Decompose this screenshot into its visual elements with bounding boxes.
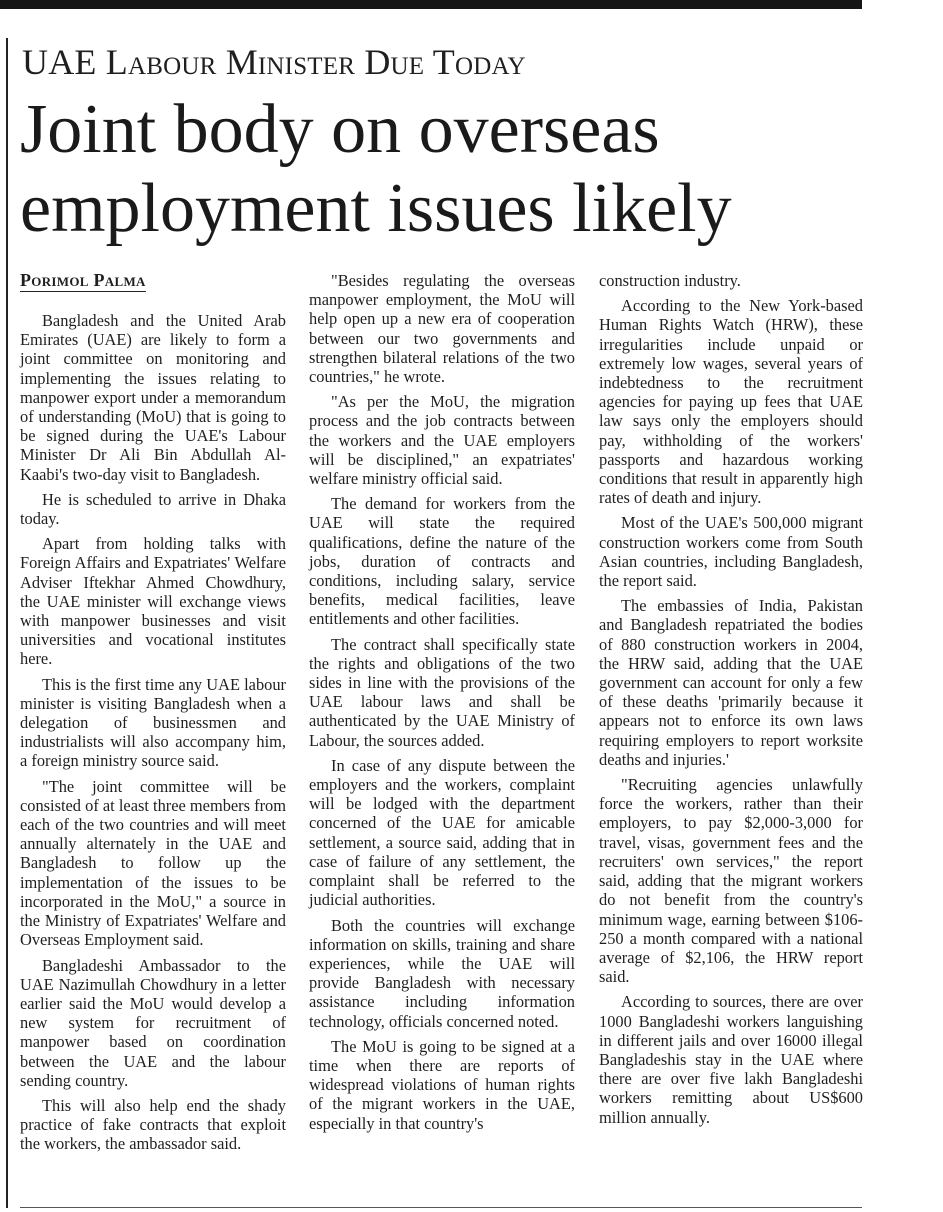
kicker: UAE Labour Minister Due Today bbox=[22, 42, 526, 82]
byline-block bbox=[20, 270, 286, 292]
paragraph: Apart from holding talks with Foreign Affairs and Expatriates' Welfare Adviser Iftekhar Ahmed Chowdhury, the UAE minister will exchange views with manpower businesses and visit universities and vocational institutes here. bbox=[20, 534, 286, 669]
headline: Joint body on overseas employment issues likely bbox=[20, 91, 732, 247]
article-column-1 bbox=[20, 311, 286, 1160]
paragraph: This is the first time any UAE labour minister is visiting Bangladesh when a delegation of businessmen and industrialists will also accompany him, a foreign ministry source said. bbox=[20, 674, 286, 771]
paragraph: He is scheduled to arrive in Dhaka today. bbox=[20, 489, 286, 529]
byline: Porimol Palma bbox=[20, 270, 146, 290]
paragraph: The embassies of India, Pakistan and Bangladesh repatriated the bodies of 880 construction workers in 2004, the HRW said, adding that the UAE government can account for only a few of these deaths 'primarily because it appears not to enforce its own laws requiring employers to report worksite deaths and injuries.' bbox=[599, 596, 863, 769]
paragraph: Both the countries will exchange information on skills, training and share experiences, while the UAE will provide Bangladesh with necessary assistance including information technology, officials concerned noted. bbox=[309, 915, 575, 1031]
paragraph: The demand for workers from the UAE will state the required qualifications, define the nature of the jobs, duration of contracts and conditions, including salary, service benefits, medical facilities, leave entitlements and other facilities. bbox=[309, 494, 575, 629]
paragraph: Bangladeshi Ambassador to the UAE Nazimullah Chowdhury in a letter earlier said the MoU would develop a new system for recruitment of manpower based on coordination between the UAE and the labour sending country. bbox=[20, 955, 286, 1090]
paragraph: "The joint committee will be consisted of at least three members from each of the two countries and will meet annually alternately in the UAE and Bangladesh to follow up the implementation of the issues to be incorporated in the MoU," a source in the Ministry of Expatriates' Welfare and Overseas Employment said. bbox=[20, 776, 286, 950]
paragraph: According to the New York-based Human Rights Watch (HRW), these irregularities include unpaid or extremely low wages, several years of indebtedness to the recruitment agencies for paying up fees that UAE law says only the employers should pay, withholding of the workers' passports and hazardous working conditions that result in apparently high rates of death and injury. bbox=[599, 296, 863, 508]
paragraph: Bangladesh and the United Arab Emirates (UAE) are likely to form a joint committee on monitoring and implementing the issues relating to manpower export under a memorandum of understanding (MoU) that is going to be signed during the UAE's Labour Minister Dr Ali Bin Abdullah Al-Kaabi's two-day visit to Bangladesh. bbox=[20, 311, 286, 484]
left-rule bbox=[6, 38, 8, 1208]
paragraph: The MoU is going to be signed at a time when there are reports of widespread violations of human rights of the migrant workers in the UAE, especially in that country's bbox=[309, 1036, 575, 1133]
paragraph-continued: construction industry. bbox=[599, 271, 741, 290]
top-rule bbox=[0, 0, 862, 9]
paragraph: This will also help end the shady practice of fake contracts that exploit the workers, the ambassador said. bbox=[20, 1095, 286, 1154]
paragraph: "As per the MoU, the migration process and the job contracts between the workers and the UAE employers will be disciplined," an expatriates' welfare ministry official said. bbox=[309, 392, 575, 489]
paragraph: "Recruiting agencies unlawfully force the workers, rather than their employers, to pay $2,000-3,000 for travel, visas, government fees and the recruiters' own services," the report said, adding that the migrant workers do not benefit from the country's minimum wage, earning between $106-250 a month compared with a national average of $2,106, the HRW report said. bbox=[599, 775, 863, 987]
paragraph: "Besides regulating the overseas manpower employment, the MoU will help open up a new era of cooperation between our two governments and strengthen bilateral relations of the two countries," he wrote. bbox=[309, 271, 575, 387]
bottom-rule bbox=[20, 1207, 862, 1208]
paragraph: The contract shall specifically state the rights and obligations of the two sides in line with the provisions of the UAE labour laws and shall be authenticated by the UAE Ministry of Labour, the sources added. bbox=[309, 634, 575, 750]
paragraph: Most of the UAE's 500,000 migrant construction workers come from South Asian countries, including Bangladesh, the report said. bbox=[599, 513, 863, 591]
article-column-3 bbox=[599, 271, 863, 1133]
article-column-2 bbox=[309, 271, 575, 1139]
paragraph: In case of any dispute between the employers and the workers, complaint will be lodged with the department concerned of the UAE for amicable settlement, a source said, adding that in case of failure of any settlement, the complaint shall be referred to the judicial authorities. bbox=[309, 755, 575, 910]
paragraph: According to sources, there are over 1000 Bangladeshi workers languishing in different jails and over 16000 illegal Bangladeshis stay in the UAE where there are over five lakh Bangladeshi workers remitting about US$600 million annually. bbox=[599, 992, 863, 1127]
